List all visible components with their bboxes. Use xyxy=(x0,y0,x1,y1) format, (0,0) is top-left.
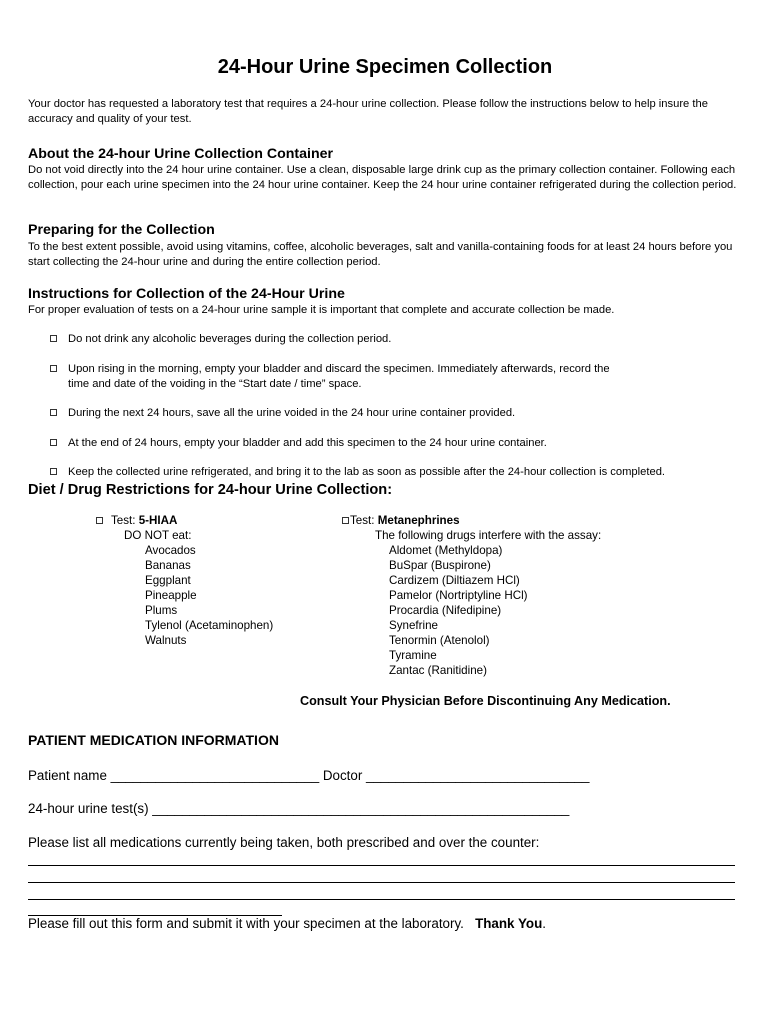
instruction-text: At the end of 24 hours, empty your bladder and add this specimen to the 24 hour urine container. xyxy=(68,437,547,449)
list-item: Tenormin (Atenolol) xyxy=(389,634,490,647)
checkbox-icon xyxy=(50,365,57,372)
diet-subhead: DO NOT eat: xyxy=(124,529,192,542)
list-item: Bananas xyxy=(145,559,191,572)
instruction-text: Upon rising in the morning, empty your bladder and discard the specimen. Immediately afterwards, record the time and date of the voiding in the “Start date / time” space. xyxy=(68,363,610,390)
medication-blank-line[interactable] xyxy=(28,899,735,900)
section-heading-preparing: Preparing for the Collection xyxy=(28,222,215,238)
section-body-instructions: For proper evaluation of tests on a 24-hour urine sample it is important that complete and accurate collection be made. xyxy=(28,304,615,316)
instruction-text: Do not drink any alcoholic beverages during the collection period. xyxy=(68,333,392,345)
consult-warning: Consult Your Physician Before Discontinuing Any Medication. xyxy=(300,694,671,708)
checkbox-icon xyxy=(96,517,103,524)
checkbox-icon xyxy=(50,409,57,416)
submit-instruction: Please fill out this form and submit it with your specimen at the laboratory. Thank You. xyxy=(28,916,547,931)
document-title: 24-Hour Urine Specimen Collection xyxy=(217,56,553,78)
patient-info-heading: PATIENT MEDICATION INFORMATION xyxy=(28,732,279,748)
instruction-item xyxy=(50,406,750,421)
checkbox-icon xyxy=(50,335,57,342)
section-heading-container: About the 24-hour Urine Collection Container xyxy=(28,146,334,162)
instruction-text: Keep the collected urine refrigerated, and bring it to the lab as soon as possible after the 24-hour collection is completed. xyxy=(68,466,666,478)
diet-heading: Diet / Drug Restrictions for 24-hour Urine Collection: xyxy=(28,482,393,498)
list-item: Tylenol (Acetaminophen) xyxy=(145,619,274,632)
list-item: Pineapple xyxy=(145,589,197,602)
intro-paragraph: Your doctor has requested a laboratory test that requires a 24-hour urine collection. Please follow the instructions below to help insure the accuracy and quality of your test. xyxy=(28,98,708,125)
list-item: Walnuts xyxy=(145,634,187,647)
section-body-preparing: To the best extent possible, avoid using vitamins, coffee, alcoholic beverages, salt and vanilla-containing foods for at least 24 hours before you start collecting the 24-hour urine and during the entire collection period. xyxy=(28,241,733,268)
medication-blank-line[interactable] xyxy=(28,865,735,866)
instruction-item xyxy=(50,465,750,480)
section-heading-instructions: Instructions for Collection of the 24-Hour Urine xyxy=(28,286,345,302)
list-item: Eggplant xyxy=(145,574,191,587)
list-item: Zantac (Ranitidine) xyxy=(389,664,487,677)
list-item: Aldomet (Methyldopa) xyxy=(389,544,503,557)
test-name: Metanephrines xyxy=(377,514,460,527)
instruction-item xyxy=(50,436,750,451)
checkbox-icon xyxy=(50,468,57,475)
instruction-item xyxy=(50,332,750,347)
test-line: Test: 5-HIAA xyxy=(96,513,273,528)
test-line: Test: Metanephrines xyxy=(342,513,601,528)
diet-column-5hiaa xyxy=(96,513,273,648)
drug-subhead: The following drugs interfere with the assay: xyxy=(375,529,602,542)
thank-you-text: Thank You xyxy=(475,916,543,931)
list-item: Procardia (Nifedipine) xyxy=(389,604,502,617)
medication-blank-line[interactable] xyxy=(28,882,735,883)
list-item: Cardizem (Diltiazem HCl) xyxy=(389,574,520,587)
food-list xyxy=(96,543,273,648)
checkbox-icon xyxy=(50,439,57,446)
checkbox-icon xyxy=(342,517,349,524)
list-item: BuSpar (Buspirone) xyxy=(389,559,491,572)
section-body-container: Do not void directly into the 24 hour urine container. Use a clean, disposable large drink cup as the primary collection container. Following each collection, pour each urine specimen into the 24 hour urine container. Keep the 24 hour urine container refrigerated during the collection period. xyxy=(28,164,737,191)
instruction-text: During the next 24 hours, save all the urine voided in the 24 hour urine container provided. xyxy=(68,407,516,419)
test-name: 5-HIAA xyxy=(138,514,178,527)
list-item: Avocados xyxy=(145,544,196,557)
patient-doctor-line[interactable]: Patient name ____________________________ Doctor ______________________________ xyxy=(28,768,590,783)
drug-list xyxy=(342,543,601,678)
list-item: Plums xyxy=(145,604,178,617)
urine-test-line[interactable]: 24-hour urine test(s) ________________________________________________________ xyxy=(28,801,570,816)
list-item: Pamelor (Nortriptyline HCl) xyxy=(389,589,528,602)
instruction-item xyxy=(50,362,750,392)
medications-prompt: Please list all medications currently being taken, both prescribed and over the counter: xyxy=(28,835,540,850)
list-item: Synefrine xyxy=(389,619,438,632)
diet-column-metanephrines xyxy=(342,513,601,678)
list-item: Tyramine xyxy=(389,649,437,662)
